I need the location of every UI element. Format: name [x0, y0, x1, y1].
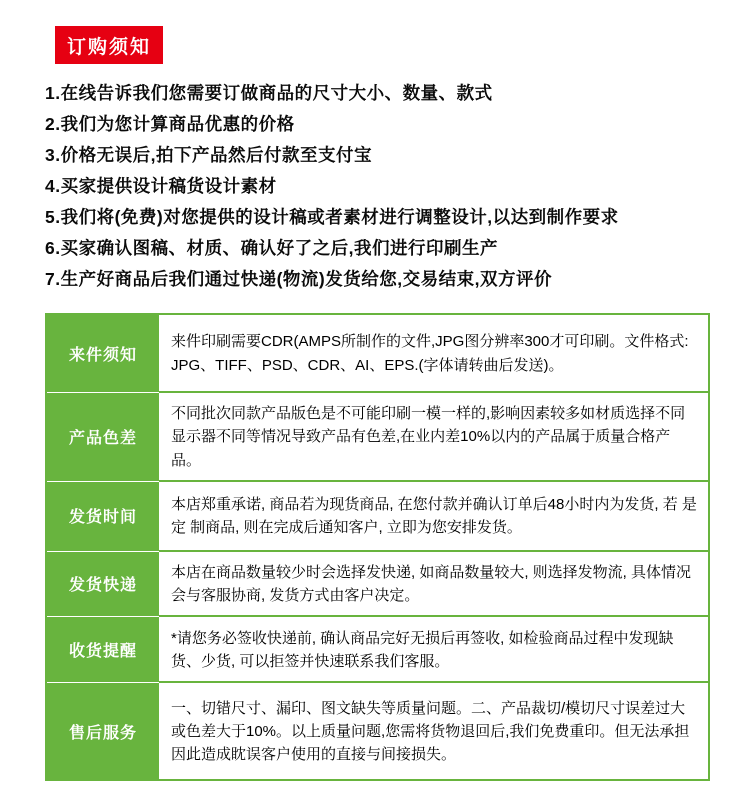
row-content: 本店在商品数量较少时会选择发快递, 如商品数量较大, 则选择发物流, 具体情况会与客服协商, 发货方式由客户决定。: [171, 563, 692, 604]
table-row: [47, 550, 708, 616]
info-table: [45, 313, 710, 781]
row-label: 收货提醒: [47, 616, 159, 681]
order-notice-badge: 订购须知: [55, 26, 163, 64]
row-label: 发货快递: [47, 551, 159, 616]
row-label: 产品色差: [47, 392, 159, 480]
table-row: [47, 480, 708, 550]
table-row: [47, 391, 708, 480]
notice-item: 6.买家确认图稿、材质、确认好了之后,我们进行印刷生产: [45, 238, 498, 258]
row-label: 售后服务: [47, 682, 159, 779]
row-content: 一、切错尺寸、漏印、图文缺失等质量问题。二、产品裁切/模切尺寸误差过大或色差大于10%。以上质量问题,您需将货物退回后,我们免费重印。但无法承担因此造成眈误客户使用的直接与间接损失。: [171, 699, 690, 764]
row-content: *请您务必签收快递前, 确认商品完好无损后再签收, 如检验商品过程中发现缺货、少货, 可以拒签并快速联系我们客服。: [171, 629, 674, 670]
row-label: 发货时间: [47, 481, 159, 550]
notice-item: 1.在线告诉我们您需要订做商品的尺寸大小、数量、款式: [45, 83, 493, 103]
notice-item: 4.买家提供设计稿货设计素材: [45, 176, 277, 196]
row-content: 来件印刷需要CDR(AMPS所制作的文件,JPG图分辨率300才可印刷。文件格式: JPG、TIFF、PSD、CDR、AI、EPS.(字体请转曲后发送)。: [171, 333, 689, 374]
row-content: 本店郑重承诺, 商品若为现货商品, 在您付款并确认订单后48小时内为发货, 若 是定 制商品, 则在完成后通知客户, 立即为您安排发货。: [171, 496, 697, 537]
row-content: 不同批次同款产品版色是不可能印刷一模一样的,影响因素较多如材质选择不同 显示器不同等情况导致产品有色差,在业内差10%以内的产品属于质量合格产品。: [171, 405, 686, 469]
table-row: [47, 315, 708, 391]
row-label: 来件须知: [47, 315, 159, 391]
notice-item: 3.价格无误后,拍下产品然后付款至支付宝: [45, 145, 372, 165]
notice-list: [45, 78, 710, 295]
notice-item: 5.我们将(免费)对您提供的设计稿或者素材进行调整设计,以达到制作要求: [45, 207, 619, 227]
notice-item: 7.生产好商品后我们通过快递(物流)发货给您,交易结束,双方评价: [45, 269, 552, 289]
notice-item: 2.我们为您计算商品优惠的价格: [45, 114, 295, 134]
table-row: [47, 615, 708, 681]
